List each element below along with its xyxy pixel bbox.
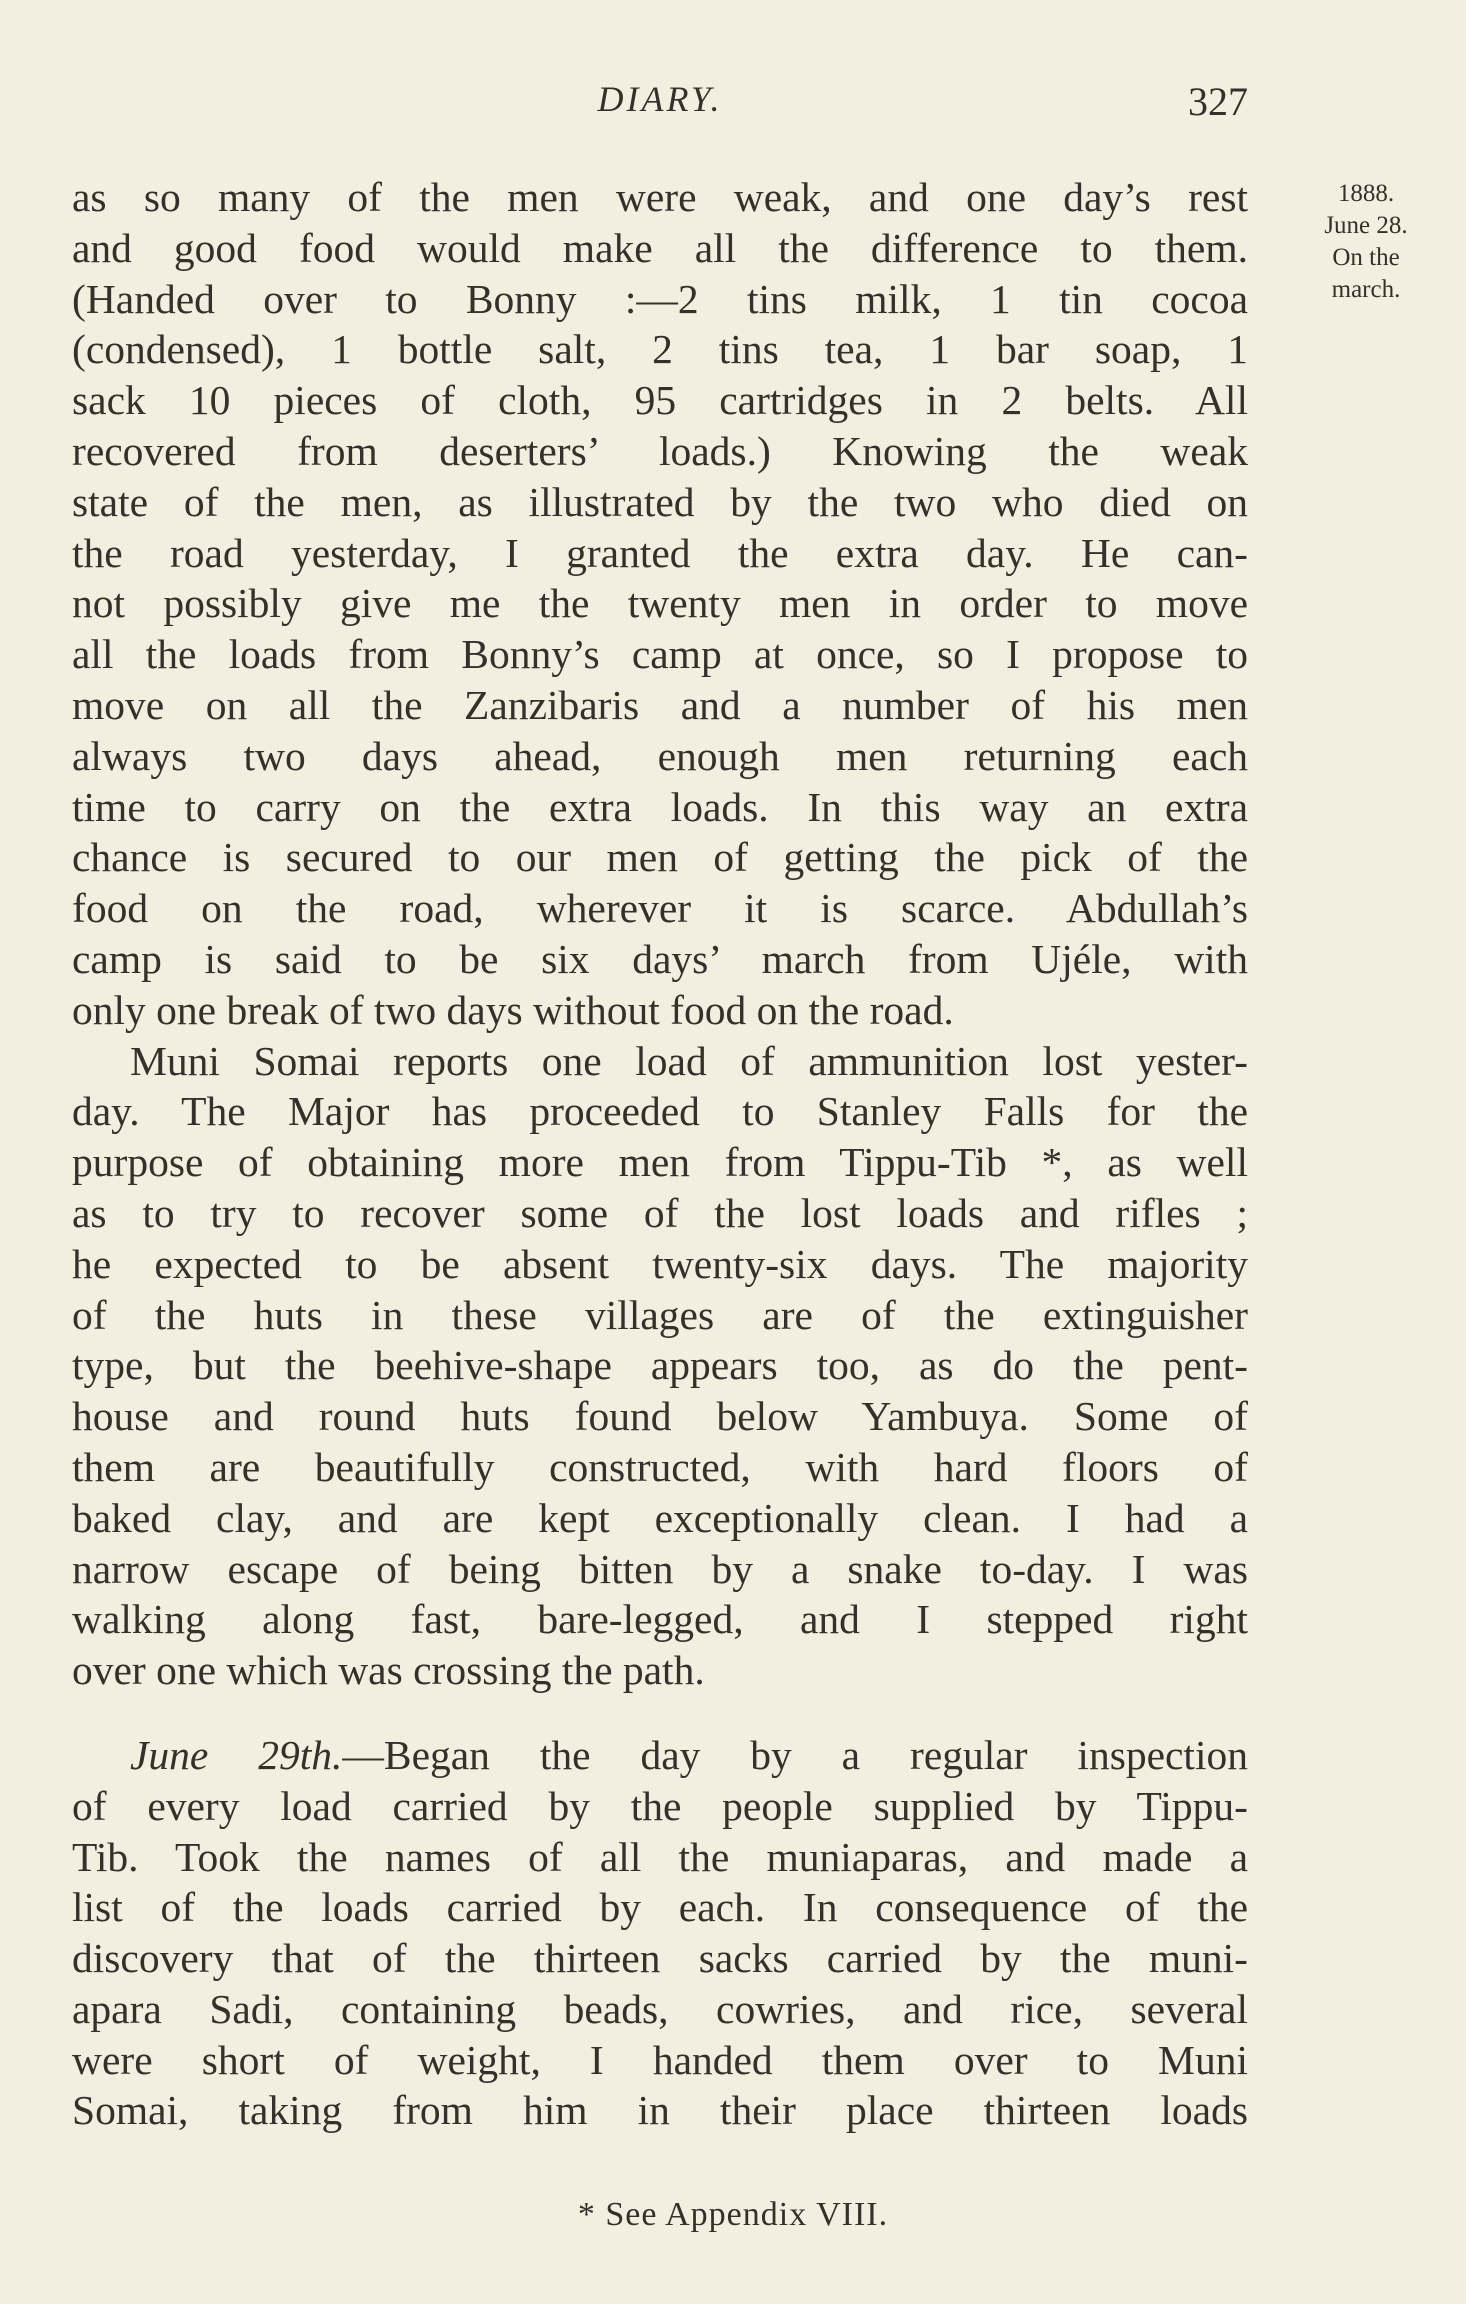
text-line: of every load carried by the people supplied by Tippu- xyxy=(72,1782,1248,1829)
running-head: DIARY. xyxy=(597,79,723,119)
text-line: (Handed over to Bonny :—2 tins milk, 1 tin cocoa xyxy=(72,275,1248,322)
text-line: camp is said to be six days’ march from Ujéle, with xyxy=(72,935,1248,982)
text-line: Muni Somai reports one load of ammunition lost yester- xyxy=(130,1037,1248,1084)
text-line: house and round huts found below Yambuya. Some of xyxy=(72,1393,1248,1440)
text-line: chance is secured to our men of getting the pick of the xyxy=(72,834,1248,881)
text-line: only one break of two days without food on the road. xyxy=(72,986,954,1033)
page-number: 327 xyxy=(1188,79,1248,124)
text-line: walking along fast, bare-legged, and I stepped right xyxy=(72,1596,1248,1643)
paragraph-2 xyxy=(72,1036,1248,1696)
diary-entry-june-29 xyxy=(72,1730,1248,2136)
page-header xyxy=(72,78,1248,128)
text-line: apara Sadi, containing beads, cowries, and rice, several xyxy=(72,1985,1248,2032)
text-line: type, but the beehive-shape appears too, as do the pent- xyxy=(72,1342,1248,1389)
text-line: were short of weight, I handed them over to Muni xyxy=(72,2036,1248,2083)
text-line: time to carry on the extra loads. In this way an extra xyxy=(72,783,1248,830)
text-line: the road yesterday, I granted the extra day. He can- xyxy=(72,529,1248,576)
text-line: discovery that of the thirteen sacks carried by the muni- xyxy=(72,1935,1248,1982)
text-line: purpose of obtaining more men from Tippu-Tib *, as well xyxy=(72,1139,1248,1186)
text-line: not possibly give me the twenty men in order to move xyxy=(72,580,1248,627)
text-line: as so many of the men were weak, and one day’s rest xyxy=(72,174,1248,220)
text-line: sack 10 pieces of cloth, 95 cartridges in 2 belts. All xyxy=(72,377,1248,424)
margin-note-place-cont: march. xyxy=(1331,276,1401,303)
margin-note xyxy=(1286,178,1446,306)
text-line: all the loads from Bonny’s camp at once, so I propose to xyxy=(72,631,1248,678)
text-line: always two days ahead, enough men returning each xyxy=(72,732,1248,779)
margin-note-year: 1888. xyxy=(1337,180,1395,207)
text-line: baked clay, and are kept exceptionally clean. I had a xyxy=(72,1494,1248,1541)
text-line: list of the loads carried by each. In consequence of the xyxy=(72,1884,1248,1931)
text-line: move on all the Zanzibaris and a number of his men xyxy=(72,681,1248,728)
text-line: and good food would make all the difference to them. xyxy=(72,224,1248,271)
paragraph-1 xyxy=(72,172,1248,1036)
text-line: Tib. Took the names of all the muniaparas, and made a xyxy=(72,1833,1248,1880)
entry-date: June 29th. xyxy=(130,1731,343,1778)
text-line: food on the road, wherever it is scarce. Abdullah’s xyxy=(72,885,1248,932)
margin-note-date: June 28. xyxy=(1324,212,1408,239)
text-line: recovered from deserters’ loads.) Knowing the weak xyxy=(72,427,1248,474)
text-line: of the huts in these villages are of the extinguisher xyxy=(72,1291,1248,1338)
text-line: over one which was crossing the path. xyxy=(72,1647,705,1694)
text-line: Somai, taking from him in their place thirteen loads xyxy=(72,2087,1248,2134)
text-line: them are beautifully constructed, with hard floors of xyxy=(72,1443,1248,1490)
margin-note-place: On the xyxy=(1332,244,1400,271)
text-line: narrow escape of being bitten by a snake to-day. I was xyxy=(72,1545,1248,1592)
text-line: he expected to be absent twenty-six days. The majority xyxy=(72,1240,1248,1287)
footnote: * See Appendix VIII. xyxy=(577,2196,889,2233)
text-line: (condensed), 1 bottle salt, 2 tins tea, 1 bar soap, 1 xyxy=(72,326,1248,373)
text-line: day. The Major has proceeded to Stanley Falls for the xyxy=(72,1088,1248,1135)
body-text xyxy=(72,172,1248,2136)
entry-first-line xyxy=(72,1730,1248,1781)
entry-first-line-text: —Began the day by a regular inspection xyxy=(342,1731,1248,1778)
entry-spacer xyxy=(72,1696,1248,1730)
text-line: as to try to recover some of the lost loads and rifles ; xyxy=(72,1189,1248,1236)
text-line: state of the men, as illustrated by the two who died on xyxy=(72,478,1248,525)
